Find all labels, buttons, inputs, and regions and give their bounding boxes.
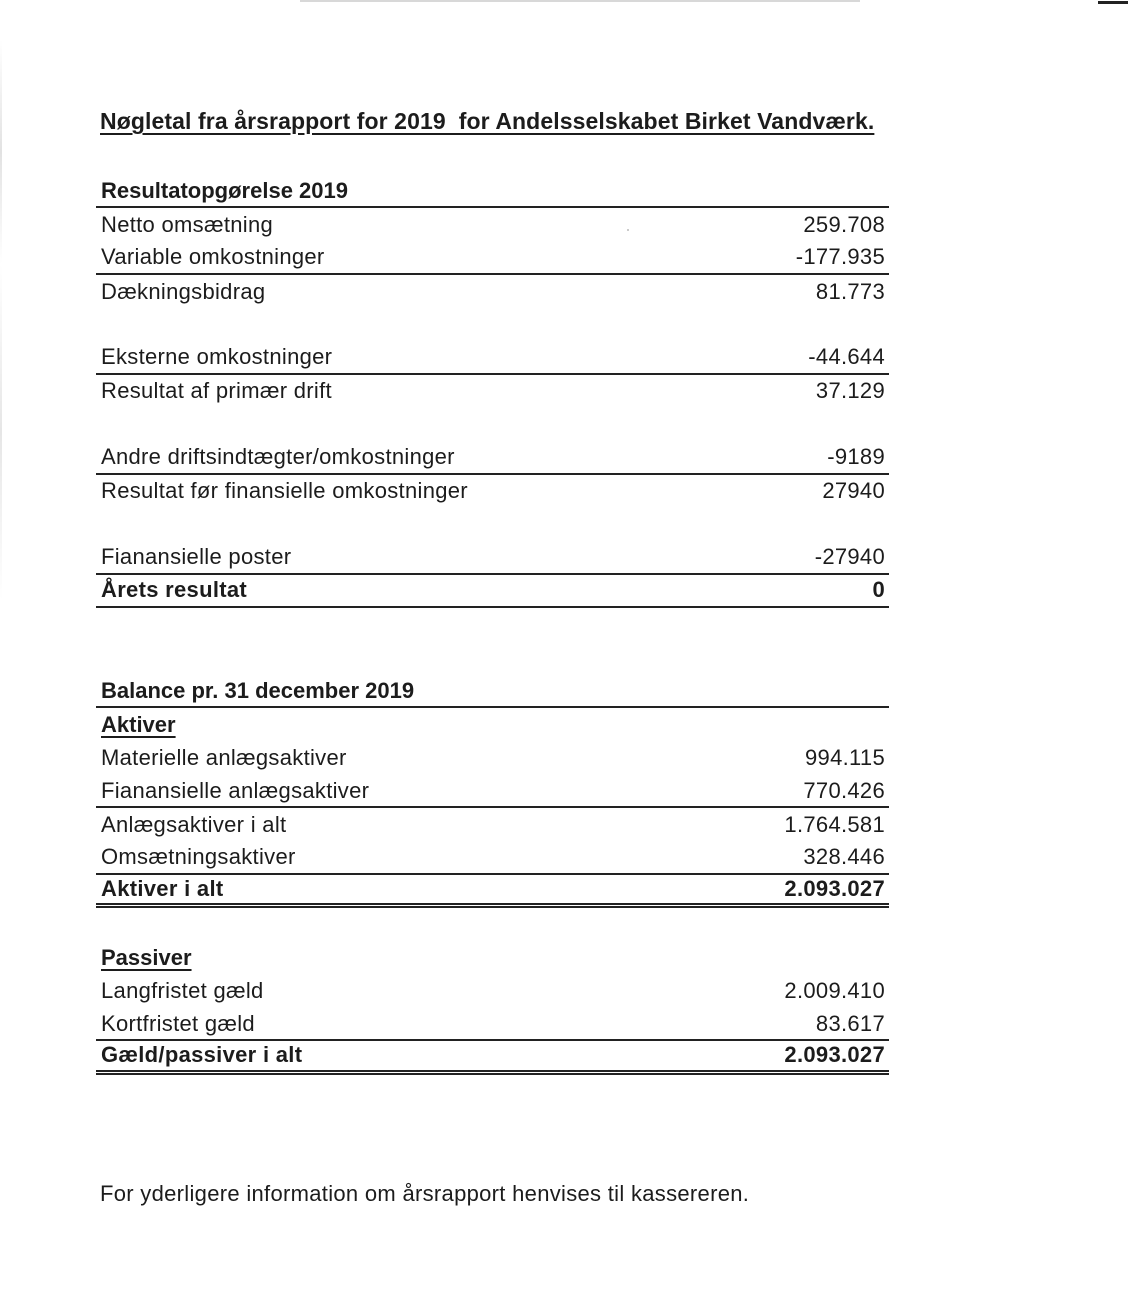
assets-heading-text: Aktiver [101,711,176,737]
balance-heading: Balance pr. 31 december 2019 [96,675,889,708]
row-value: 770.426 [803,777,885,803]
row-value: 1.764.581 [784,811,885,837]
footer-note: For yderligere information om årsrapport henvises til kassereren. [100,1181,750,1206]
row-label: Resultat før finansielle omkostninger [101,478,468,504]
statement-row [96,541,889,574]
row-value: 0 [872,577,885,603]
balance-row [96,742,889,775]
statement-total-row [96,575,889,608]
row-label: Aktiver i alt [101,875,224,901]
row-label: Gæld/passiver i alt [101,1042,303,1068]
income-statement-heading: Resultatopgørelse 2019 [96,175,889,208]
spacer [96,908,889,941]
statement-row [96,441,889,474]
row-label: Eksterne omkostninger [101,344,333,370]
row-value: -44.644 [808,344,885,370]
scan-edge-top [300,0,860,2]
statement-row [96,275,889,308]
balance-total-row [96,1041,889,1074]
row-value: 81.773 [815,278,885,304]
assets-heading [96,708,889,741]
scan-edge-left [0,40,2,600]
balance-row [96,841,889,874]
spacer [96,308,889,341]
row-label: Langfristet gæld [101,978,264,1004]
statement-row [96,208,889,241]
balance-row [96,1008,889,1041]
statement-row [96,375,889,408]
scan-edge-corner [1098,1,1128,4]
statement-row [96,475,889,508]
row-label: Dækningsbidrag [101,278,266,304]
balance-sheet [96,675,889,1075]
row-value: 2.093.027 [784,875,885,901]
income-statement [96,175,889,608]
balance-row [96,775,889,808]
row-label: Fianansielle anlægsaktiver [101,777,370,803]
row-value: 259.708 [803,211,885,237]
row-value: 2.093.027 [784,1042,885,1068]
row-value: 83.617 [815,1010,885,1036]
row-label: Omsætningsaktiver [101,844,296,870]
statement-row [96,242,889,275]
document-title: Nøgletal fra årsrapport for 2019 for Andelsselskabet Birket Vandværk. [100,108,875,134]
row-label: Anlægsaktiver i alt [101,811,287,837]
row-value: 2.009.410 [784,978,885,1004]
row-label: Andre driftsindtægter/omkostninger [101,444,455,470]
balance-row [96,808,889,841]
row-value: -177.935 [795,244,885,270]
row-label: Kortfristet gæld [101,1010,255,1036]
liabilities-heading [96,941,889,974]
row-value: 27940 [822,478,885,504]
row-label: Variable omkostninger [101,244,325,270]
row-value: -27940 [814,543,885,569]
row-label: Resultat af primær drift [101,378,332,404]
row-label: Netto omsætning [101,211,274,237]
spacer [96,508,889,541]
row-value: 37.129 [815,378,885,404]
row-label: Årets resultat [101,577,248,603]
spacer [96,408,889,441]
row-value: 994.115 [805,745,885,771]
row-value: 328.446 [803,844,885,870]
balance-total-row [96,875,889,908]
row-value: -9189 [827,444,885,470]
row-label: Fianansielle poster [101,543,292,569]
row-label: Materielle anlægsaktiver [101,745,347,771]
liabilities-heading-text: Passiver [101,945,192,971]
balance-row [96,975,889,1008]
statement-row [96,341,889,374]
